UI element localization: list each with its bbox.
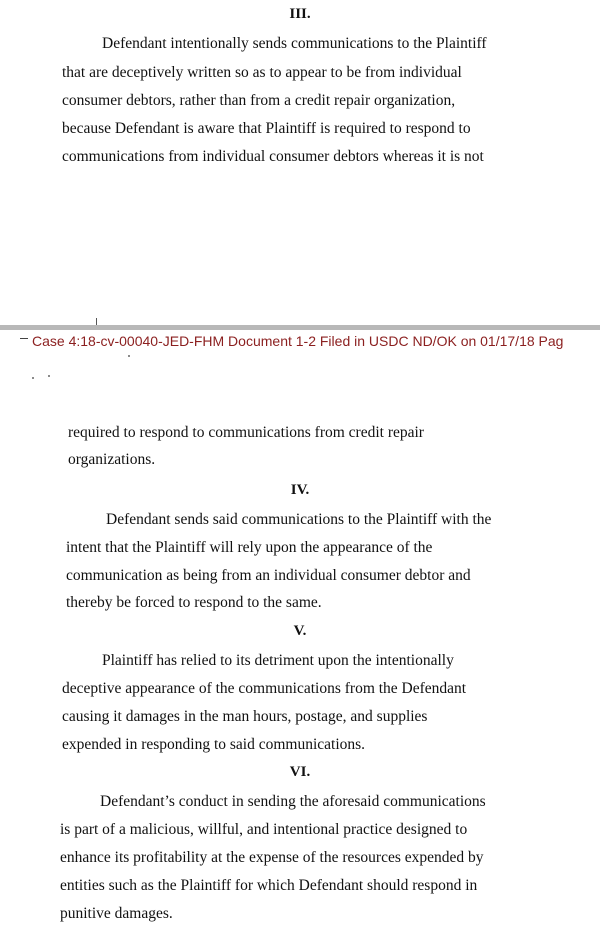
paragraph-line: deceptive appearance of the communications from the Defendant [62,680,467,697]
paragraph-line: expended in responding to said communications. [62,736,366,753]
paragraph-line: consumer debtors, rather than from a credit repair organization, [62,92,456,109]
paragraph-line: communications from individual consumer debtors whereas it is not [62,148,484,165]
scan-speck [48,375,50,377]
paragraph-line: entities such as the Plaintiff for which Defendant should respond in [60,877,478,894]
paragraph-line: intent that the Plaintiff will rely upon the appearance of the [66,539,433,556]
paragraph-line: Plaintiff has relied to its detriment upon the intentionally [102,652,454,669]
paragraph-line: Defendant sends said communications to the Plaintiff with the [106,511,492,528]
scan-speck [32,377,34,379]
section-heading-iv: IV. [290,482,310,498]
paragraph-line: organizations. [68,451,156,468]
corner-mark [20,338,28,339]
paragraph-line: that are deceptively written so as to appear to be from individual [62,64,462,81]
paragraph-line: is part of a malicious, willful, and intentional practice designed to [60,821,468,838]
paragraph-line: communication as being from an individual consumer debtor and [66,567,471,584]
paragraph-line: enhance its profitability at the expense of the resources expended by [60,849,484,866]
page-divider [0,325,600,330]
paragraph-line: because Defendant is aware that Plaintiff is required to respond to [62,120,471,137]
paragraph-line: required to respond to communications from credit repair [68,424,424,441]
scan-speck [128,355,130,357]
section-heading-vi: VI. [289,764,311,780]
paragraph-line: Defendant intentionally sends communications to the Plaintiff [102,35,487,52]
paragraph-line: thereby be forced to respond to the same. [66,594,322,611]
paragraph-line: Defendant’s conduct in sending the aforesaid communications [100,793,486,810]
case-header: Case 4:18-cv-00040-JED-FHM Document 1-2 Filed in USDC ND/OK on 01/17/18 Pag [32,333,564,349]
bottom-page-section [0,380,600,934]
paragraph-line: causing it damages in the man hours, postage, and supplies [62,708,428,725]
paragraph-line: punitive damages. [60,905,173,922]
top-page-section [0,0,600,325]
section-heading-v: V. [293,623,307,639]
section-heading-iii: III. [289,6,311,22]
